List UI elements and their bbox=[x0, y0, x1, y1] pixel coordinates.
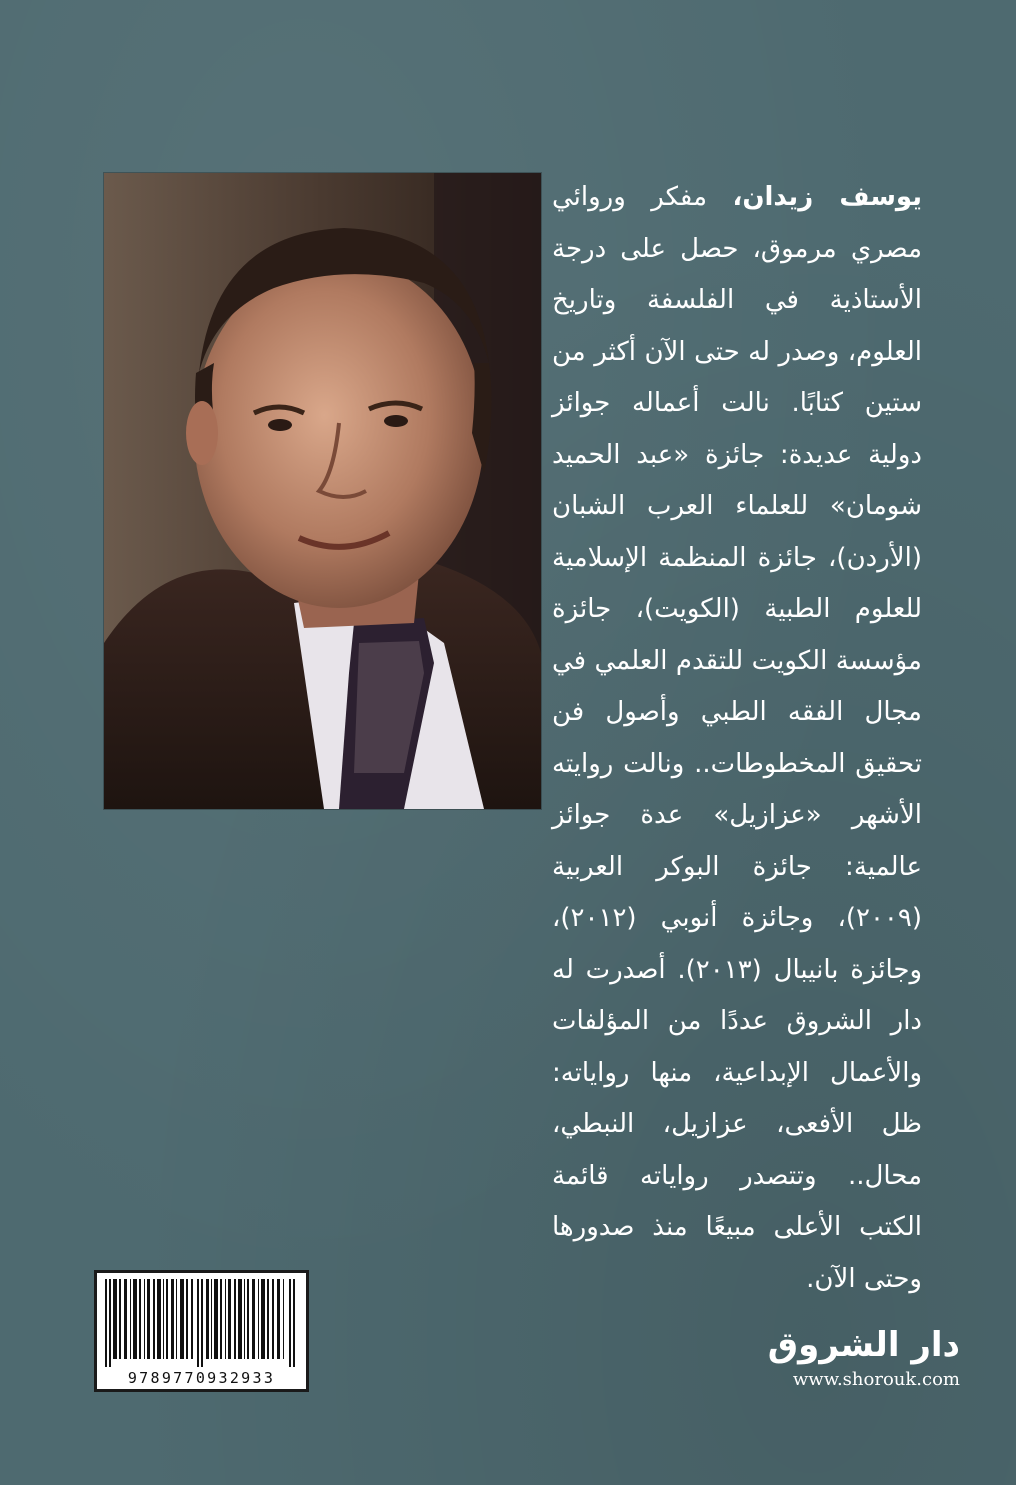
isbn-number: 9789770932933 bbox=[127, 1369, 276, 1387]
author-photo bbox=[104, 173, 541, 809]
publisher-url: www.shorouk.com bbox=[792, 1369, 960, 1390]
barcode-bars bbox=[103, 1279, 300, 1367]
isbn-barcode bbox=[94, 1270, 309, 1392]
publisher-logo: دار الشروق bbox=[767, 1325, 960, 1365]
author-name: يوسف زيدان، bbox=[732, 182, 922, 212]
author-bio bbox=[552, 172, 922, 1305]
publisher-block bbox=[740, 1325, 960, 1390]
bio-text: مفكر وروائي مصري مرموق، حصل على درجة الأستاذية في الفلسفة وتاريخ العلوم، وصدر له حتى الآن أكثر من ستين كتابًا. نالت أعماله جوائز دولية عديدة: جائزة «عبد الحميد شومان» للعلماء العرب الشبان (الأردن)، جائزة المنظمة الإسلامية للعلوم الطبية (الكويت)، جائزة مؤسسة الكويت للتقدم العلمي في مجال الفقه الطبي وأصول فن تحقيق المخطوطات.. ونالت روايته الأشهر «عزازيل» عدة جوائز عالمية: جائزة البوكر العربية (٢٠٠٩)، وجائزة أنوبي (٢٠١٢)، وجائزة بانيبال (٢٠١٣). أصدرت له دار الشروق عددًا من المؤلفات والأعمال الإبداعية، منها رواياته: ظل الأفعى، عزازيل، النبطي، محال.. وتتصدر رواياته قائمة الكتب الأعلى مبيعًا منذ صدورها وحتى الآن. bbox=[552, 182, 922, 1294]
